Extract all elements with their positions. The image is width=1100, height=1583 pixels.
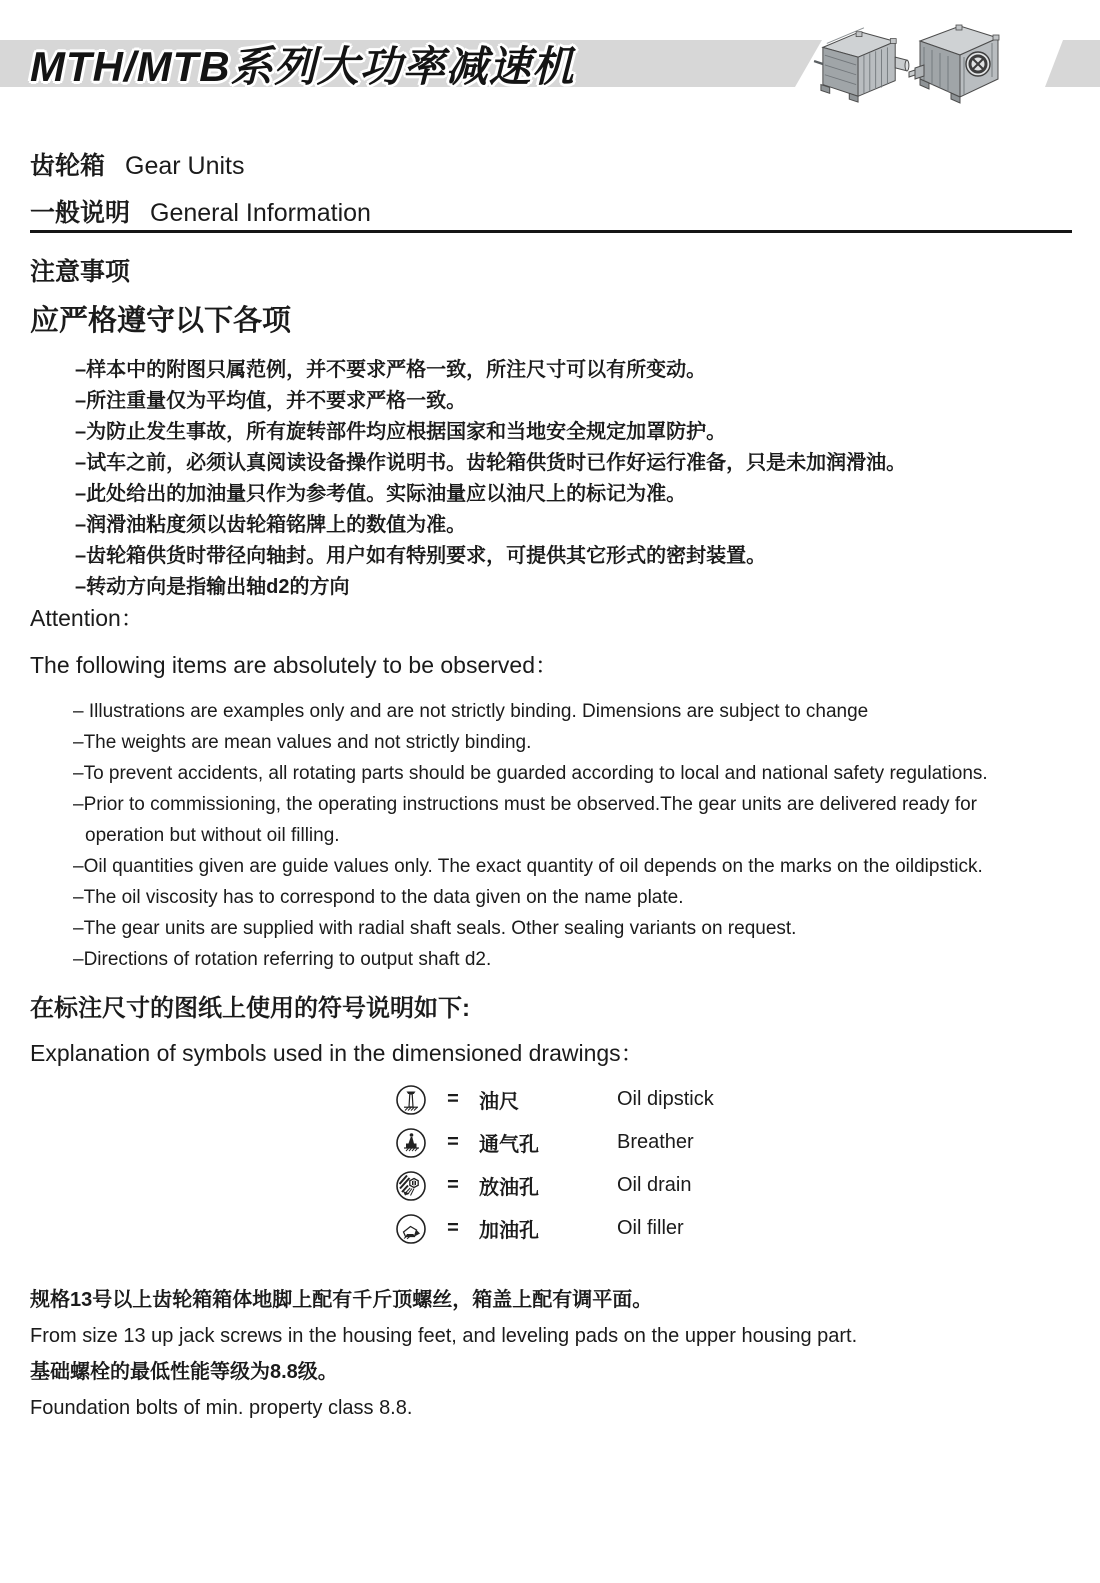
oil-dipstick-icon bbox=[395, 1084, 427, 1116]
list-item: –试车之前，必须认真阅读设备操作说明书。齿轮箱供货时已作好运行准备，只是未加润滑油。 bbox=[75, 452, 907, 474]
equals-sign: = bbox=[447, 1131, 459, 1153]
equals-sign: = bbox=[447, 1088, 459, 1110]
symbol-label-en: Oil filler bbox=[617, 1217, 684, 1239]
symbol-label-zh: 加油孔 bbox=[479, 1220, 539, 1242]
notice-heading-zh: 注意事项 bbox=[30, 258, 131, 286]
symbol-label-zh: 放油孔 bbox=[479, 1177, 539, 1199]
symbol-row-breather bbox=[395, 1121, 714, 1164]
list-item: –样本中的附图只属范例，并不要求严格一致，所注尺寸可以有所变动。 bbox=[75, 359, 707, 381]
symbol-label-zh: 油尺 bbox=[479, 1091, 519, 1113]
list-item: –Oil quantities given are guide values only. The exact quantity of oil depends on the marks on the oildipstick. bbox=[73, 856, 983, 877]
list-item: –The weights are mean values and not strictly binding. bbox=[73, 732, 532, 753]
notice-section-en bbox=[30, 600, 1085, 975]
attention-subheading: The following items are absolutely to be observed： bbox=[30, 652, 559, 678]
list-item: –润滑油粘度须以齿轮箱铭牌上的数值为准。 bbox=[75, 514, 467, 536]
gearbox-image-right bbox=[908, 15, 1010, 108]
section-line-gear-units bbox=[30, 150, 371, 183]
symbols-heading-zh: 在标注尺寸的图纸上使用的符号说明如下: bbox=[30, 995, 470, 1022]
list-item: –The gear units are supplied with radial shaft seals. Other sealing variants on request. bbox=[73, 918, 797, 939]
breather-icon bbox=[395, 1127, 427, 1159]
symbol-row-oil-filler bbox=[395, 1207, 714, 1250]
list-item: –Prior to commissioning, the operating instructions must be observed.The gear units are delivered ready for operation but without oil filling. bbox=[73, 794, 978, 846]
gear-units-label-en: Gear Units bbox=[125, 152, 245, 180]
footer-note-zh-1: 规格13号以上齿轮箱箱体地脚上配有千斤顶螺丝，箱盖上配有调平面。 bbox=[30, 1289, 653, 1311]
gear-units-label-zh: 齿轮箱 bbox=[30, 152, 106, 180]
general-info-label-zh: 一般说明 bbox=[30, 198, 131, 227]
notice-list-en bbox=[73, 696, 1085, 975]
notice-section-zh bbox=[30, 252, 1080, 603]
list-item: –The oil viscosity has to correspond to the data given on the name plate. bbox=[73, 887, 684, 908]
symbols-section bbox=[30, 988, 1080, 1068]
symbols-table bbox=[395, 1078, 714, 1250]
oil-drain-icon bbox=[395, 1170, 427, 1202]
footer-note-zh-2: 基础螺栓的最低性能等级为8.8级。 bbox=[30, 1361, 338, 1383]
equals-sign: = bbox=[447, 1217, 459, 1239]
list-item: –Directions of rotation referring to output shaft d2. bbox=[73, 949, 492, 970]
list-item: –此处给出的加油量只作为参考值。实际油量应以油尺上的标记为准。 bbox=[75, 483, 687, 505]
gearbox-image-left bbox=[812, 20, 910, 108]
general-info-label-en: General Information bbox=[150, 198, 371, 227]
page-title: MTH/MTB系列大功率减速机 bbox=[30, 43, 575, 90]
notice-subheading-zh: 应严格遵守以下各项 bbox=[30, 305, 292, 337]
horizontal-rule bbox=[30, 230, 1072, 233]
symbol-label-en: Breather bbox=[617, 1131, 694, 1153]
oil-filler-icon bbox=[395, 1213, 427, 1245]
list-item: –To prevent accidents, all rotating parts should be guarded according to local and national safety regulations. bbox=[73, 763, 988, 784]
list-item: –所注重量仅为平均值，并不要求严格一致。 bbox=[75, 390, 467, 412]
list-item: – Illustrations are examples only and are not strictly binding. Dimensions are subject to change bbox=[73, 701, 869, 722]
symbol-label-zh: 通气孔 bbox=[479, 1134, 539, 1156]
header-band-right bbox=[1045, 40, 1100, 87]
symbol-label-en: Oil drain bbox=[617, 1174, 692, 1196]
footer-notes bbox=[30, 1290, 1080, 1434]
symbols-heading-en: Explanation of symbols used in the dimensioned drawings： bbox=[30, 1040, 644, 1066]
symbol-row-oil-dipstick bbox=[395, 1078, 714, 1121]
symbol-label-en: Oil dipstick bbox=[617, 1088, 714, 1110]
list-item: –齿轮箱供货时带径向轴封。用户如有特别要求，可提供其它形式的密封装置。 bbox=[75, 545, 767, 567]
list-item: –为防止发生事故，所有旋转部件均应根据国家和当地安全规定加罩防护。 bbox=[75, 421, 727, 443]
list-item: –转动方向是指输出轴d2的方向 bbox=[75, 576, 350, 598]
footer-note-en-2: Foundation bolts of min. property class 8.8. bbox=[30, 1397, 413, 1419]
attention-heading: Attention： bbox=[30, 605, 144, 631]
equals-sign: = bbox=[447, 1174, 459, 1196]
section-line-general-info bbox=[30, 197, 371, 230]
symbol-row-oil-drain bbox=[395, 1164, 714, 1207]
notice-list-zh bbox=[75, 355, 1080, 603]
footer-note-en-1: From size 13 up jack screws in the housing feet, and leveling pads on the upper housing part. bbox=[30, 1325, 858, 1347]
